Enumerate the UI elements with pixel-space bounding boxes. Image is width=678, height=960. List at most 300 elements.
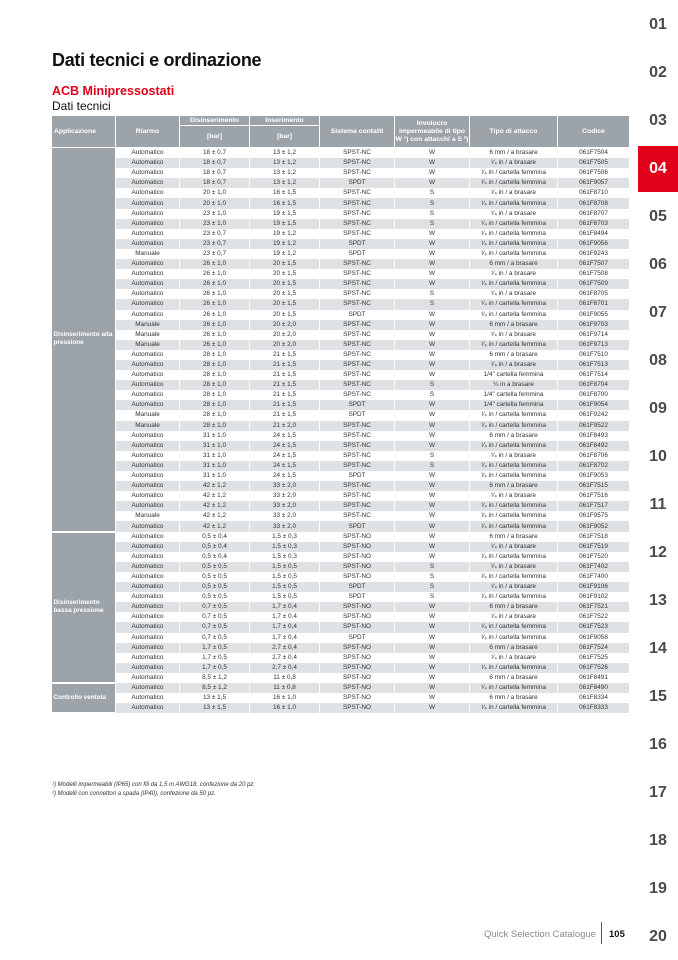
cell-riarmo: Automatico	[116, 188, 180, 198]
cell-codice: 061F9713	[558, 340, 630, 350]
table-row	[52, 350, 630, 360]
cell-codice: 061F9058	[558, 633, 630, 643]
table-row	[52, 592, 630, 602]
cell-involucro: W	[395, 360, 470, 370]
cell-tipo-attacco: ¹⁄₄ in / cartella femmina	[470, 168, 558, 178]
cell-codice: 061F9575	[558, 511, 630, 521]
cell-tipo-attacco: ¹⁄₄ in / cartella femmina	[470, 461, 558, 471]
tab-14[interactable]: 14	[649, 640, 667, 657]
cell-codice: 061F7507	[558, 259, 630, 269]
cell-involucro: S	[395, 299, 470, 309]
cell-disinserimento: 28 ± 1,0	[180, 421, 250, 431]
table-row	[52, 572, 630, 582]
table-row	[52, 320, 630, 330]
cell-disinserimento: 0,7 ± 0,5	[180, 633, 250, 643]
cell-involucro: W	[395, 491, 470, 501]
cell-tipo-attacco: ¹⁄₄ in / cartella femmina	[470, 299, 558, 309]
tab-03[interactable]: 03	[649, 112, 667, 129]
cell-disinserimento: 23 ± 0,7	[180, 249, 250, 259]
table-row	[52, 158, 630, 168]
cell-involucro: S	[395, 209, 470, 219]
header-tipo-attacco: Tipo di attacco	[470, 116, 558, 148]
cell-sistema-contatti: SPST-NC	[320, 461, 395, 471]
cell-codice: 061F8708	[558, 198, 630, 208]
cell-codice: 061F8490	[558, 683, 630, 693]
cell-codice: 061F8704	[558, 380, 630, 390]
page-title: Dati tecnici e ordinazione	[52, 50, 262, 70]
cell-involucro: W	[395, 249, 470, 259]
cell-sistema-contatti: SPST-NO	[320, 542, 395, 552]
tab-19[interactable]: 19	[649, 880, 667, 897]
cell-inserimento: 20 ± 2,0	[250, 330, 320, 340]
cell-involucro: W	[395, 148, 470, 159]
cell-codice: 061F7523	[558, 622, 630, 632]
cell-codice: 061F7517	[558, 501, 630, 511]
cell-tipo-attacco: ¹⁄₄ in / cartella femmina	[470, 511, 558, 521]
table-row	[52, 633, 630, 643]
cell-inserimento: 33 ± 2,0	[250, 481, 320, 491]
cell-tipo-attacco: ¹⁄₄ in / cartella femmina	[470, 410, 558, 420]
cell-sistema-contatti: SPDT	[320, 592, 395, 602]
cell-disinserimento: 0,7 ± 0,5	[180, 602, 250, 612]
cell-disinserimento: 23 ± 0,7	[180, 229, 250, 239]
cell-riarmo: Automatico	[116, 471, 180, 481]
cell-riarmo: Automatico	[116, 633, 180, 643]
cell-codice: 061F9054	[558, 400, 630, 410]
cell-involucro: S	[395, 461, 470, 471]
table-row	[52, 209, 630, 219]
table-row	[52, 552, 630, 562]
tab-17[interactable]: 17	[649, 784, 667, 801]
cell-disinserimento: 1,7 ± 0,5	[180, 663, 250, 673]
table-row	[52, 259, 630, 269]
cell-codice: 061F9052	[558, 521, 630, 531]
cell-codice: 061F7506	[558, 168, 630, 178]
cell-disinserimento: 42 ± 1,2	[180, 491, 250, 501]
cell-inserimento: 1,5 ± 0,5	[250, 572, 320, 582]
cell-riarmo: Automatico	[116, 431, 180, 441]
cell-riarmo: Automatico	[116, 451, 180, 461]
cell-inserimento: 24 ± 1,5	[250, 441, 320, 451]
tab-07[interactable]: 07	[649, 304, 667, 321]
tab-15[interactable]: 15	[649, 688, 667, 705]
cell-inserimento: 19 ± 1,2	[250, 249, 320, 259]
cell-riarmo: Automatico	[116, 259, 180, 269]
cell-disinserimento: 18 ± 0,7	[180, 158, 250, 168]
cell-tipo-attacco: ¹⁄₄ in / a brasare	[470, 451, 558, 461]
cell-involucro: S	[395, 572, 470, 582]
cell-disinserimento: 26 ± 1,0	[180, 279, 250, 289]
cell-codice: 061F8703	[558, 219, 630, 229]
table-row	[52, 340, 630, 350]
cell-sistema-contatti: SPST-NC	[320, 501, 395, 511]
cell-tipo-attacco: 1/4" cartella femmina	[470, 390, 558, 400]
cell-riarmo: Automatico	[116, 279, 180, 289]
cell-disinserimento: 28 ± 1,0	[180, 400, 250, 410]
cell-inserimento: 11 ± 0,8	[250, 683, 320, 693]
cell-inserimento: 24 ± 1,5	[250, 451, 320, 461]
tab-20[interactable]: 20	[649, 928, 667, 945]
cell-disinserimento: 23 ± 1,0	[180, 209, 250, 219]
cell-inserimento: 24 ± 1,5	[250, 431, 320, 441]
cell-riarmo: Automatico	[116, 612, 180, 622]
cell-codice: 061F7524	[558, 643, 630, 653]
cell-disinserimento: 1,7 ± 0,5	[180, 643, 250, 653]
cell-tipo-attacco: ¹⁄₄ in / cartella femmina	[470, 592, 558, 602]
cell-inserimento: 24 ± 1,5	[250, 471, 320, 481]
cell-riarmo: Automatico	[116, 219, 180, 229]
cell-riarmo: Automatico	[116, 683, 180, 693]
table-row	[52, 330, 630, 340]
cell-riarmo: Automatico	[116, 350, 180, 360]
cell-riarmo: Automatico	[116, 542, 180, 552]
table-row	[52, 542, 630, 552]
cell-disinserimento: 0,5 ± 0,4	[180, 542, 250, 552]
cell-codice: 061F9522	[558, 421, 630, 431]
table-row	[52, 178, 630, 188]
group-label: Controllo ventola	[52, 683, 116, 713]
cell-codice: 061F8334	[558, 693, 630, 703]
cell-riarmo: Manuale	[116, 320, 180, 330]
table-row	[52, 431, 630, 441]
cell-sistema-contatti: SPDT	[320, 239, 395, 249]
cell-codice: 061F7508	[558, 269, 630, 279]
cell-involucro: S	[395, 592, 470, 602]
cell-involucro: W	[395, 622, 470, 632]
cell-involucro: W	[395, 350, 470, 360]
cell-sistema-contatti: SPST-NC	[320, 168, 395, 178]
tab-08[interactable]: 08	[649, 352, 667, 369]
cell-sistema-contatti: SPST-NC	[320, 360, 395, 370]
cell-sistema-contatti: SPST-NC	[320, 431, 395, 441]
cell-inserimento: 33 ± 2,0	[250, 521, 320, 531]
cell-disinserimento: 23 ± 1,0	[180, 219, 250, 229]
table-row	[52, 461, 630, 471]
cell-involucro: W	[395, 521, 470, 531]
page-number: 105	[609, 929, 625, 940]
cell-sistema-contatti: SPST-NC	[320, 229, 395, 239]
footnote-1: ¹) Modelli impermeabili (IP65) con fili da 1,5 m AWG18, confezione da 20 pz.	[52, 782, 256, 788]
cell-disinserimento: 28 ± 1,0	[180, 410, 250, 420]
cell-disinserimento: 20 ± 1,0	[180, 198, 250, 208]
table-row	[52, 269, 630, 279]
cell-tipo-attacco: ¹⁄₄ in / cartella femmina	[470, 249, 558, 259]
header-unit-bar: [bar]	[250, 126, 320, 148]
cell-codice: 061F7519	[558, 542, 630, 552]
table-row	[52, 653, 630, 663]
cell-tipo-attacco: ¹⁄₄ in / a brasare	[470, 653, 558, 663]
cell-involucro: W	[395, 663, 470, 673]
cell-tipo-attacco: ¹⁄₄ in / cartella femmina	[470, 663, 558, 673]
cell-tipo-attacco: 6 mm / a brasare	[470, 148, 558, 159]
table-row	[52, 501, 630, 511]
cell-sistema-contatti: SPST-NO	[320, 532, 395, 542]
cell-tipo-attacco: 6 mm / a brasare	[470, 259, 558, 269]
cell-tipo-attacco: ¼ in a brasare	[470, 380, 558, 390]
header-sistema-contatti: Sistema contatti	[320, 116, 395, 148]
cell-disinserimento: 0,7 ± 0,5	[180, 622, 250, 632]
table-row	[52, 693, 630, 703]
cell-sistema-contatti: SPST-NC	[320, 491, 395, 501]
table-row	[52, 663, 630, 673]
cell-tipo-attacco: ¹⁄₄ in / cartella femmina	[470, 633, 558, 643]
cell-sistema-contatti: SPST-NC	[320, 390, 395, 400]
group-label: Disinserimento alta pressione	[52, 148, 116, 532]
table-body	[52, 148, 630, 714]
cell-disinserimento: 28 ± 1,0	[180, 370, 250, 380]
cell-riarmo: Automatico	[116, 552, 180, 562]
cell-involucro: W	[395, 471, 470, 481]
table-row	[52, 380, 630, 390]
cell-sistema-contatti: SPST-NC	[320, 148, 395, 159]
cell-riarmo: Automatico	[116, 653, 180, 663]
cell-disinserimento: 26 ± 1,0	[180, 289, 250, 299]
cell-riarmo: Automatico	[116, 168, 180, 178]
cell-codice: 061F7513	[558, 360, 630, 370]
cell-codice: 061F7515	[558, 481, 630, 491]
cell-sistema-contatti: SPST-NC	[320, 269, 395, 279]
cell-tipo-attacco: ¹⁄₄ in / a brasare	[470, 582, 558, 592]
cell-involucro: W	[395, 178, 470, 188]
cell-riarmo: Automatico	[116, 360, 180, 370]
tab-06[interactable]: 06	[649, 256, 667, 273]
table-row	[52, 299, 630, 309]
cell-codice: 061F7514	[558, 370, 630, 380]
cell-involucro: W	[395, 703, 470, 713]
cell-codice: 061F8492	[558, 441, 630, 451]
cell-riarmo: Automatico	[116, 703, 180, 713]
cell-tipo-attacco: ¹⁄₄ in / a brasare	[470, 491, 558, 501]
cell-tipo-attacco: ¹⁄₄ in / a brasare	[470, 188, 558, 198]
subtitle: Dati tecnici	[52, 99, 111, 113]
cell-tipo-attacco: 6 mm / a brasare	[470, 693, 558, 703]
cell-inserimento: 21 ± 1,5	[250, 380, 320, 390]
cell-riarmo: Automatico	[116, 602, 180, 612]
cell-tipo-attacco: ¹⁄₄ in / cartella femmina	[470, 421, 558, 431]
cell-sistema-contatti: SPST-NO	[320, 683, 395, 693]
cell-codice: 061F9106	[558, 582, 630, 592]
tab-10[interactable]: 10	[649, 448, 667, 465]
tab-05[interactable]: 05	[649, 208, 667, 225]
cell-codice: 061F7400	[558, 572, 630, 582]
cell-inserimento: 20 ± 1,5	[250, 289, 320, 299]
table-row	[52, 602, 630, 612]
cell-codice: 061F8702	[558, 461, 630, 471]
table-row	[52, 370, 630, 380]
cell-riarmo: Automatico	[116, 209, 180, 219]
table-row	[52, 562, 630, 572]
cell-inserimento: 19 ± 1,5	[250, 209, 320, 219]
cell-disinserimento: 28 ± 1,0	[180, 390, 250, 400]
cell-codice: 061F9703	[558, 320, 630, 330]
cell-disinserimento: 42 ± 1,2	[180, 481, 250, 491]
cell-riarmo: Automatico	[116, 158, 180, 168]
cell-riarmo: Automatico	[116, 299, 180, 309]
cell-codice: 061F7522	[558, 612, 630, 622]
cell-disinserimento: 0,5 ± 0,5	[180, 582, 250, 592]
cell-codice: 061F7505	[558, 158, 630, 168]
cell-codice: 061F9243	[558, 249, 630, 259]
cell-involucro: W	[395, 532, 470, 542]
cell-involucro: S	[395, 219, 470, 229]
cell-inserimento: 2,7 ± 0,4	[250, 663, 320, 673]
tab-12[interactable]: 12	[649, 544, 667, 561]
cell-disinserimento: 31 ± 1,0	[180, 451, 250, 461]
cell-tipo-attacco: ¹⁄₄ in / cartella femmina	[470, 471, 558, 481]
cell-riarmo: Automatico	[116, 229, 180, 239]
cell-sistema-contatti: SPST-NC	[320, 330, 395, 340]
cell-involucro: S	[395, 562, 470, 572]
cell-codice: 061F7516	[558, 491, 630, 501]
table-row	[52, 219, 630, 229]
cell-disinserimento: 26 ± 1,0	[180, 310, 250, 320]
cell-sistema-contatti: SPST-NC	[320, 340, 395, 350]
cell-involucro: W	[395, 259, 470, 269]
cell-inserimento: 19 ± 1,2	[250, 229, 320, 239]
cell-tipo-attacco: 6 mm / a brasare	[470, 350, 558, 360]
table-row	[52, 521, 630, 531]
cell-involucro: S	[395, 582, 470, 592]
tab-09[interactable]: 09	[649, 400, 667, 417]
cell-inserimento: 20 ± 1,5	[250, 310, 320, 320]
cell-sistema-contatti: SPST-NC	[320, 320, 395, 330]
cell-involucro: W	[395, 511, 470, 521]
cell-sistema-contatti: SPST-NC	[320, 370, 395, 380]
cell-inserimento: 1,7 ± 0,4	[250, 633, 320, 643]
cell-codice: 061F7520	[558, 552, 630, 562]
cell-tipo-attacco: ¹⁄₄ in / cartella femmina	[470, 279, 558, 289]
cell-tipo-attacco: ¹⁄₄ in / cartella femmina	[470, 622, 558, 632]
cell-riarmo: Automatico	[116, 198, 180, 208]
cell-sistema-contatti: SPST-NO	[320, 643, 395, 653]
cell-tipo-attacco: 6 mm / a brasare	[470, 431, 558, 441]
cell-sistema-contatti: SPST-NC	[320, 451, 395, 461]
cell-inserimento: 16 ± 1,5	[250, 188, 320, 198]
cell-riarmo: Manuale	[116, 511, 180, 521]
group-label: Disinserimento bassa pressione	[52, 532, 116, 683]
cell-disinserimento: 31 ± 1,0	[180, 441, 250, 451]
cell-sistema-contatti: SPST-NO	[320, 612, 395, 622]
cell-disinserimento: 13 ± 1,5	[180, 693, 250, 703]
cell-disinserimento: 26 ± 1,0	[180, 259, 250, 269]
tab-02[interactable]: 02	[649, 64, 667, 81]
footnote-2: ²) Modelli con connettori a spada (IP40), confezione da 50 pz.	[52, 791, 216, 797]
cell-inserimento: 21 ± 2,0	[250, 421, 320, 431]
cell-tipo-attacco: ¹⁄₄ in / cartella femmina	[470, 683, 558, 693]
cell-tipo-attacco: ¹⁄₄ in / cartella femmina	[470, 229, 558, 239]
cell-inserimento: 20 ± 1,5	[250, 259, 320, 269]
cell-involucro: W	[395, 239, 470, 249]
cell-involucro: W	[395, 481, 470, 491]
cell-codice: 061F7510	[558, 350, 630, 360]
cell-disinserimento: 0,5 ± 0,5	[180, 592, 250, 602]
cell-tipo-attacco: ¹⁄₄ in / a brasare	[470, 360, 558, 370]
cell-riarmo: Manuale	[116, 410, 180, 420]
tab-18[interactable]: 18	[649, 832, 667, 849]
cell-disinserimento: 28 ± 1,0	[180, 380, 250, 390]
cell-codice: 061F8493	[558, 431, 630, 441]
table-row	[52, 582, 630, 592]
header-codice: Codice	[558, 116, 630, 148]
table-row	[52, 481, 630, 491]
tab-13[interactable]: 13	[649, 592, 667, 609]
cell-riarmo: Automatico	[116, 310, 180, 320]
cell-involucro: S	[395, 198, 470, 208]
cell-disinserimento: 31 ± 1,0	[180, 461, 250, 471]
cell-sistema-contatti: SPST-NC	[320, 511, 395, 521]
cell-involucro: S	[395, 188, 470, 198]
tab-01[interactable]: 01	[649, 16, 667, 33]
cell-involucro: W	[395, 501, 470, 511]
cell-riarmo: Automatico	[116, 269, 180, 279]
cell-involucro: W	[395, 158, 470, 168]
cell-disinserimento: 0,5 ± 0,4	[180, 552, 250, 562]
cell-riarmo: Automatico	[116, 148, 180, 159]
header-applicazione: Applicazione	[52, 116, 116, 148]
cell-tipo-attacco: 1/4" cartella femmina	[470, 400, 558, 410]
table-row	[52, 673, 630, 683]
cell-inserimento: 20 ± 2,0	[250, 320, 320, 330]
cell-riarmo: Automatico	[116, 178, 180, 188]
cell-involucro: W	[395, 602, 470, 612]
footer-separator	[601, 922, 602, 944]
cell-sistema-contatti: SPST-NC	[320, 299, 395, 309]
cell-tipo-attacco: ¹⁄₄ in / cartella femmina	[470, 219, 558, 229]
cell-codice: 061F7525	[558, 653, 630, 663]
cell-codice: 061F8333	[558, 703, 630, 713]
cell-sistema-contatti: SPST-NO	[320, 703, 395, 713]
cell-riarmo: Automatico	[116, 370, 180, 380]
cell-sistema-contatti: SPDT	[320, 178, 395, 188]
technical-data-table	[51, 115, 630, 714]
cell-sistema-contatti: SPST-NC	[320, 380, 395, 390]
cell-riarmo: Automatico	[116, 481, 180, 491]
cell-tipo-attacco: ¹⁄₄ in / a brasare	[470, 289, 558, 299]
cell-sistema-contatti: SPST-NC	[320, 158, 395, 168]
table-row	[52, 622, 630, 632]
cell-disinserimento: 26 ± 1,0	[180, 340, 250, 350]
cell-tipo-attacco: ¹⁄₄ in / cartella femmina	[470, 441, 558, 451]
cell-involucro: W	[395, 683, 470, 693]
cell-involucro: S	[395, 451, 470, 461]
tab-04[interactable]: 04	[638, 146, 678, 192]
tab-16[interactable]: 16	[649, 736, 667, 753]
cell-inserimento: 20 ± 2,0	[250, 340, 320, 350]
table-row	[52, 683, 630, 693]
cell-codice: 061F7504	[558, 148, 630, 159]
cell-involucro: W	[395, 269, 470, 279]
cell-inserimento: 20 ± 1,5	[250, 299, 320, 309]
cell-inserimento: 13 ± 1,2	[250, 148, 320, 159]
table-row	[52, 400, 630, 410]
cell-riarmo: Automatico	[116, 400, 180, 410]
tab-11[interactable]: 11	[649, 496, 667, 513]
cell-tipo-attacco: ¹⁄₄ in / a brasare	[470, 612, 558, 622]
cell-sistema-contatti: SPST-NO	[320, 653, 395, 663]
cell-tipo-attacco: ¹⁄₄ in / cartella femmina	[470, 239, 558, 249]
cell-tipo-attacco: ¹⁄₄ in / a brasare	[470, 542, 558, 552]
footnotes	[52, 781, 255, 799]
cell-tipo-attacco: ¹⁄₄ in / cartella femmina	[470, 198, 558, 208]
cell-inserimento: 33 ± 2,0	[250, 511, 320, 521]
cell-riarmo: Automatico	[116, 582, 180, 592]
cell-sistema-contatti: SPDT	[320, 410, 395, 420]
cell-sistema-contatti: SPST-NC	[320, 350, 395, 360]
cell-sistema-contatti: SPST-NC	[320, 219, 395, 229]
cell-involucro: W	[395, 168, 470, 178]
cell-inserimento: 21 ± 1,5	[250, 360, 320, 370]
cell-riarmo: Manuale	[116, 340, 180, 350]
